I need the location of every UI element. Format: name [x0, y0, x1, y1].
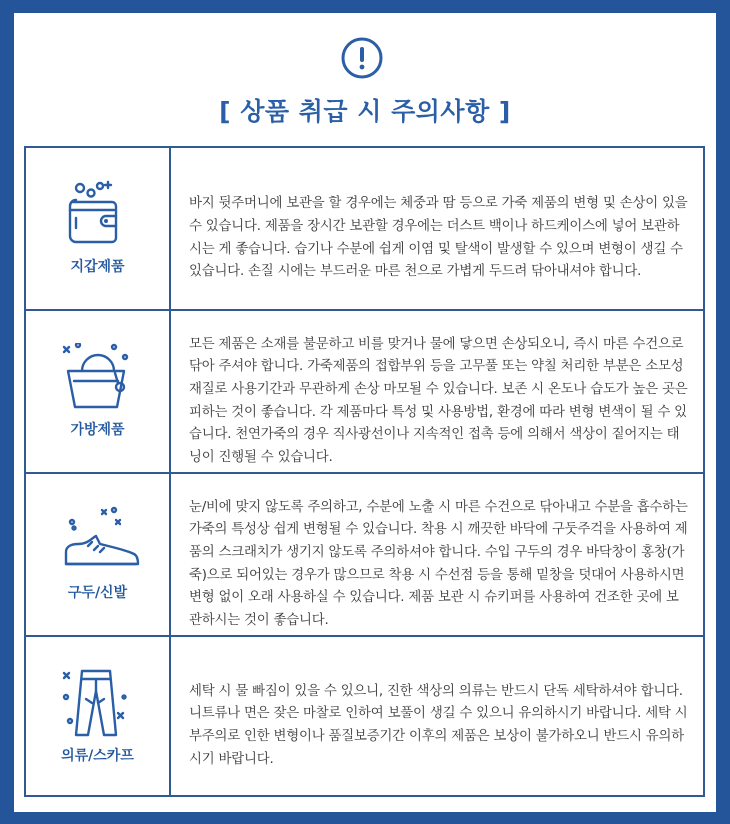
- description-text: 모든 제품은 소재를 불문하고 비를 맞거나 물에 닿으면 손상되오니, 즉시 마른 수건으로 닦아 주셔야 합니다. 가죽제품의 접합부위 등을 고무풀 또는 약칠 처리한 부분은 소모성 재질로 사용기간과 무관하게 손상 마모될 수 있습니다. 보존 시 온도나 습도가 높은 곳은 피하는 것이 좋습니다. 각 제품마다 특성 및 사용방법, 환경에 따라 변형 변색이 될 수 있습니다. 천연가죽의 경우 직사광선이나 지속적인 접촉 등에 의해서 색상이 짙어지는 태닝이 진행될 수 있습니다.: [189, 336, 688, 465]
- category-cell: [26, 311, 171, 472]
- category-cell: [26, 148, 171, 309]
- category-label: 가방제품: [70, 422, 125, 438]
- category-cell: [26, 637, 171, 795]
- category-label: 구두/신발: [67, 585, 128, 601]
- shoe-icon: [62, 506, 140, 578]
- table-row: [26, 311, 703, 474]
- care-description: [171, 474, 703, 635]
- bag-icon: [62, 343, 134, 415]
- category-label: 지갑제품: [70, 259, 125, 275]
- category-label: 의류/스카프: [61, 748, 134, 764]
- care-description: [171, 148, 703, 309]
- pants-icon: [62, 669, 134, 741]
- category-cell: [26, 474, 171, 635]
- care-description: [171, 311, 703, 472]
- description-text: 세탁 시 물 빠짐이 있을 수 있으니, 진한 색상의 의류는 반드시 단독 세탁하셔야 합니다. 니트류나 면은 잦은 마찰로 인하여 보풀이 생길 수 있으니 유의하시기 바랍니다. 세탁 시 부주의로 인한 변형이나 품질보증기간 이후의 제품은 보상이 불가하오니 반드시 유의하시기 바랍니다.: [189, 683, 688, 767]
- wallet-icon: [62, 180, 134, 252]
- description-text: 바지 뒷주머니에 보관을 할 경우에는 체중과 땀 등으로 가죽 제품의 변형 및 손상이 있을 수 있습니다. 제품을 장시간 보관할 경우에는 더스트 백이나 하드케이스에 넣어 보관하시는 게 좋습니다. 습기나 수분에 쉽게 이염 및 탈색이 발생할 수 있으며 변형이 생길 수 있습니다. 손질 시에는 부드러운 마른 천으로 가볍게 두드려 닦아내셔야 합니다.: [189, 196, 688, 280]
- care-description: [171, 637, 703, 795]
- description-text: 눈/비에 맞지 않도록 주의하고, 수분에 노출 시 마른 수건으로 닦아내고 수분을 흡수하는 가죽의 특성상 쉽게 변형될 수 있습니다. 착용 시 깨끗한 바닥에 구둣주걱을 사용하여 제품의 스크래치가 생기지 않도록 주의하셔야 합니다. 수입 구두의 경우 바닥창이 홍창(가죽)으로 되어있는 경우가 많으므로 착용 시 수선점 등을 통해 밑창을 덧대어 사용하시면 변형 없이 오래 사용하실 수 있습니다. 제품 보관 시 슈키퍼를 사용하여 건조한 곳에 보관하시는 것이 좋습니다.: [189, 499, 688, 628]
- care-table: [24, 146, 705, 797]
- table-row: [26, 637, 703, 795]
- exclamation-circle-icon: [340, 36, 384, 80]
- page-title: [ 상품 취급 시 주의사항 ]: [219, 97, 511, 126]
- table-row: [26, 148, 703, 311]
- table-row: [26, 474, 703, 637]
